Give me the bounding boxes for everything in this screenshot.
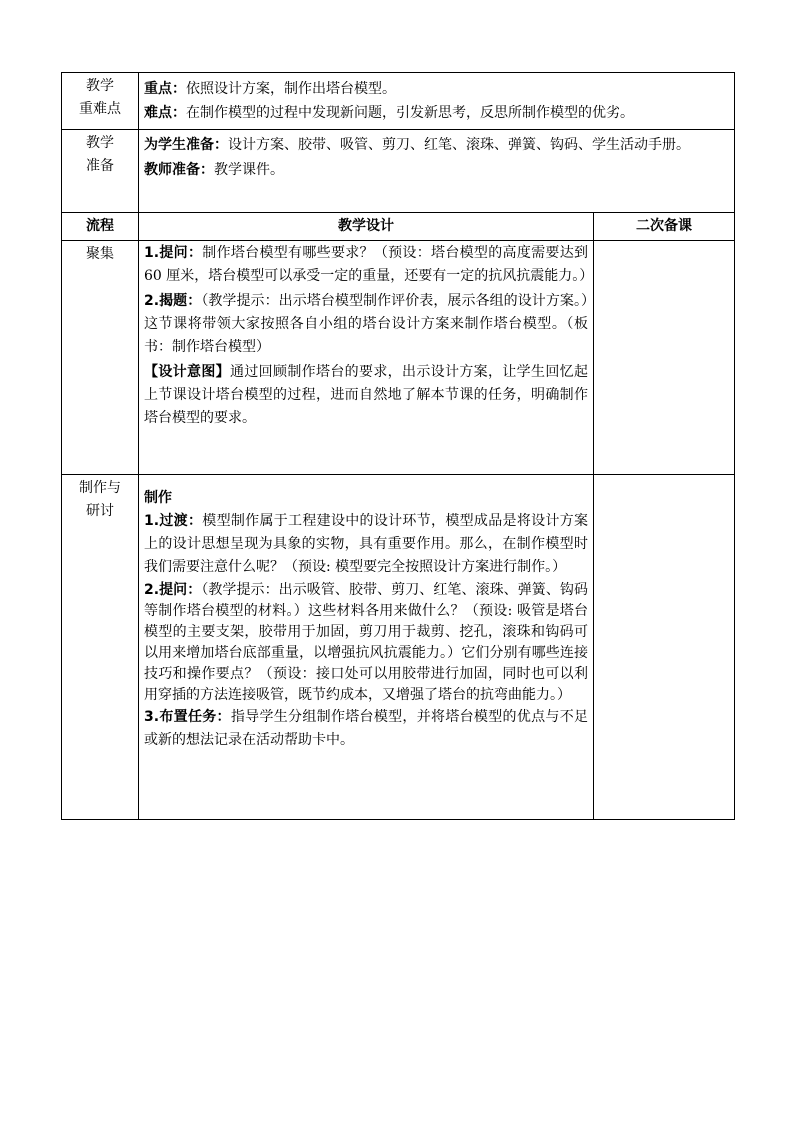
header-design: 教学设计 <box>139 213 594 241</box>
preparation-content <box>139 130 735 213</box>
preparation-label: 教学 准备 <box>62 130 139 213</box>
focus-content <box>139 241 594 475</box>
focus-label: 聚集 <box>62 241 139 475</box>
preparation-row <box>62 130 735 213</box>
making-item-2: 2.提问：（教学提示：出示吸管、胶带、剪刀、红笔、滚珠、弹簧、钩码等制作塔台模型的材料。）这些材料各用来做什么？（预设: 吸管是塔台模型的主要支架，胶带用于加固，剪刀用于裁剪、挖孔，滚珠和钩码可以用来增加塔台底部重量，以增强抗风抗震能力。）它们分别有哪些连接技巧和操作要点？（预设：接口处可以用胶带进行加固，同时也可以利用穿插的方法连接吸管，既节约成本，又增强了塔台的抗弯曲能力。） <box>144 582 588 703</box>
making-content <box>139 475 594 820</box>
making-second-prep <box>594 475 735 820</box>
focus-row <box>62 241 735 475</box>
making-section-title: 制作 <box>144 490 172 506</box>
focus-item-1: 1.提问：制作塔台模型有哪些要求？（预设：塔台模型的高度需要达到 60 厘米，塔台模型可以承受一定的重量，还要有一定的抗风抗震能力。） <box>144 245 594 284</box>
header-second-prep: 二次备课 <box>594 213 735 241</box>
student-prep: 为学生准备：设计方案、胶带、吸管、剪刀、红笔、滚珠、弹簧、钩码、学生活动手册。 <box>144 137 690 153</box>
difficulty-label: 教学 重难点 <box>62 73 139 130</box>
header-process: 流程 <box>62 213 139 241</box>
making-label: 制作与 研讨 <box>62 475 139 820</box>
difficulty-row <box>62 73 735 130</box>
header-row <box>62 213 735 241</box>
lesson-plan-table <box>61 72 735 820</box>
making-row <box>62 475 735 820</box>
focus-second-prep <box>594 241 735 475</box>
making-item-3: 3.布置任务：指导学生分组制作塔台模型，并将塔台模型的优点与不足或新的想法记录在活动帮助卡中。 <box>144 709 589 748</box>
focus-item-2: 2.揭题：（教学提示：出示塔台模型制作评价表，展示各组的设计方案。）这节课将带领大家按照各自小组的塔台设计方案来制作塔台模型。（板书：制作塔台模型） <box>144 293 589 355</box>
hard-point: 难点：在制作模型的过程中发现新问题，引发新思考，反思所制作模型的优劣。 <box>144 105 634 121</box>
teacher-prep: 教师准备：教学课件。 <box>144 162 284 178</box>
design-intent: 【设计意图】通过回顾制作塔台的要求，出示设计方案，让学生回忆起上节课设计塔台模型的过程，进而自然地了解本节课的任务，明确制作塔台模型的要求。 <box>144 364 588 426</box>
key-point: 重点：依照设计方案，制作出塔台模型。 <box>144 81 396 97</box>
making-item-1: 1.过渡：模型制作属于工程建设中的设计环节，模型成品是将设计方案上的设计思想呈现为具象的实物，具有重要作用。那么，在制作模型时我们需要注意什么呢？（预设: 模型要完全按照设计方案进行制作。） <box>144 513 589 575</box>
difficulty-content <box>139 73 735 130</box>
